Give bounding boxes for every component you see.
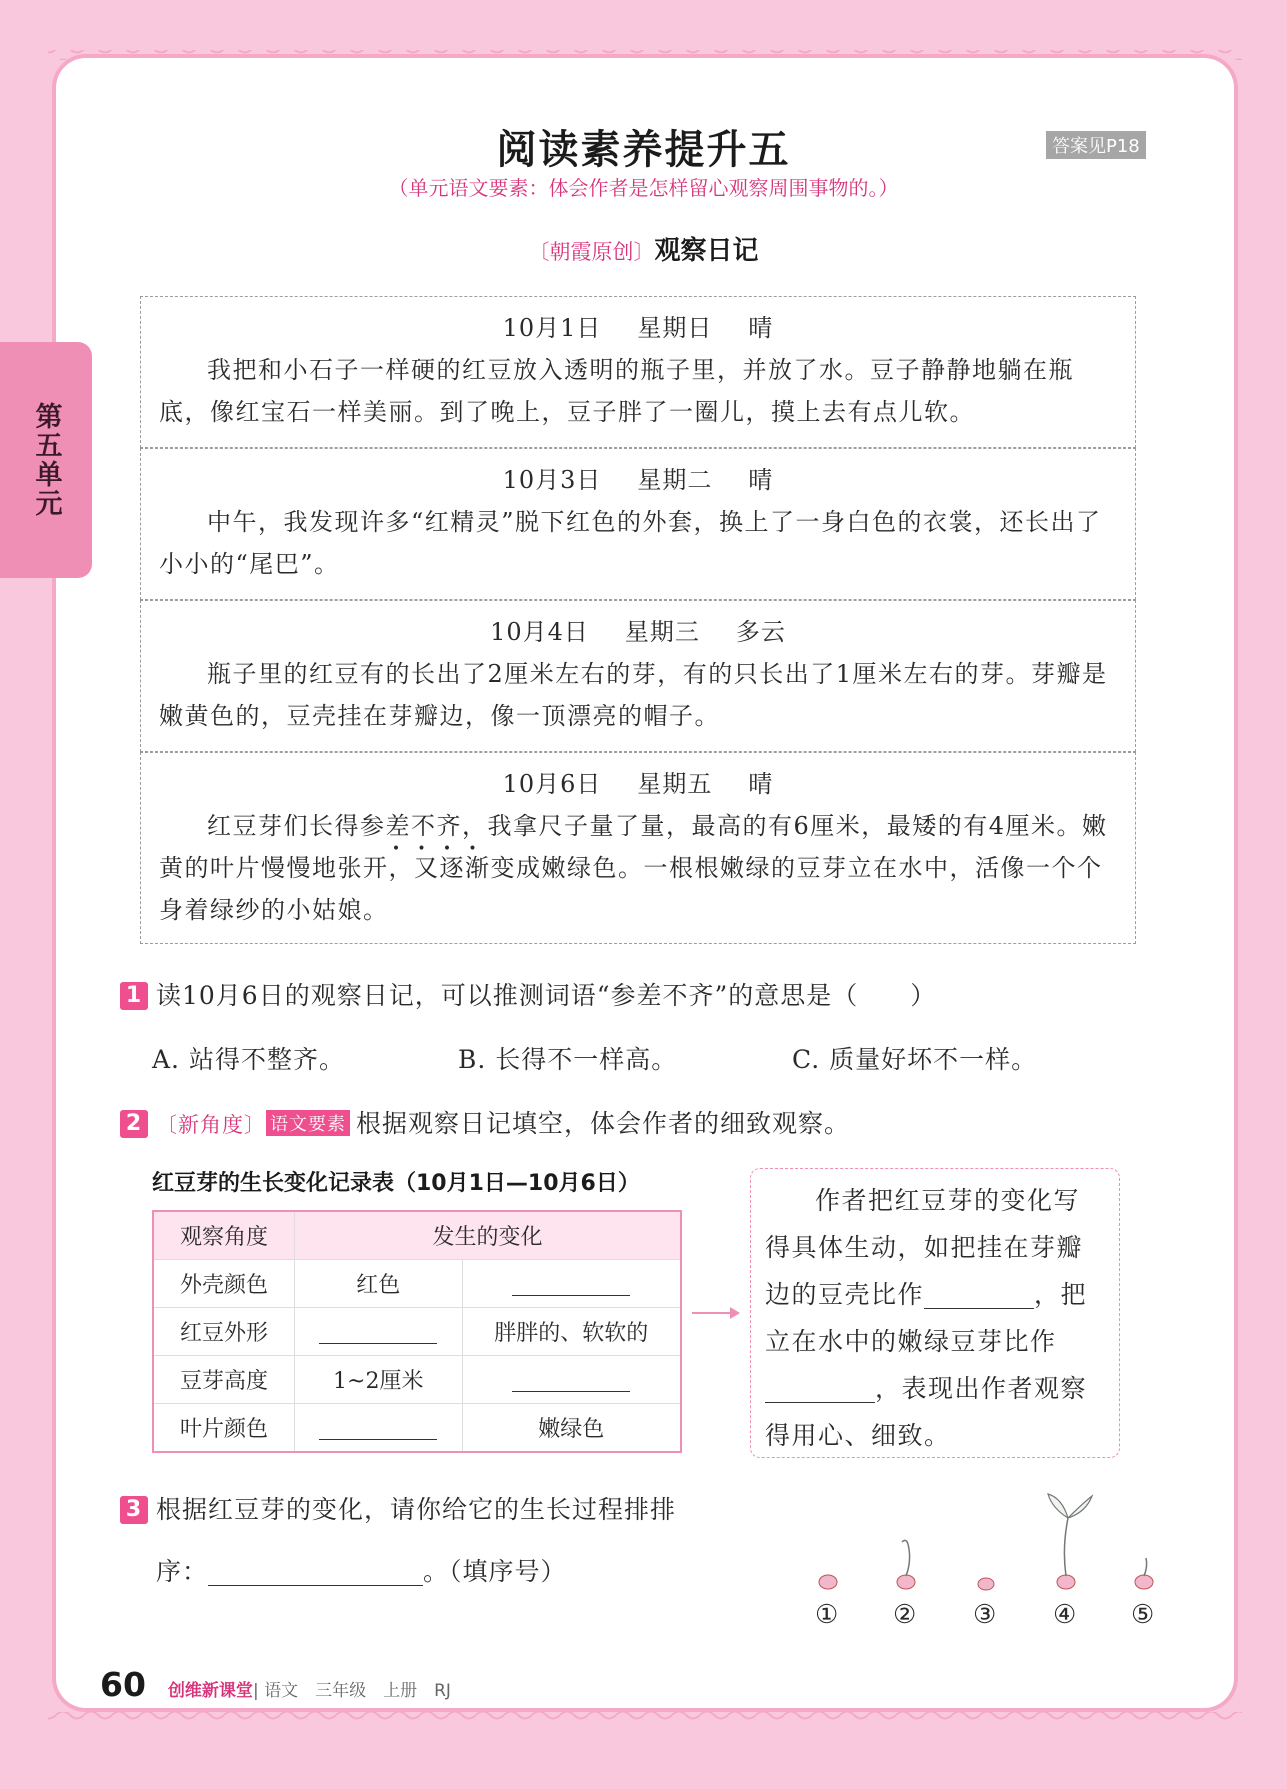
arrow-right-icon (690, 1303, 742, 1323)
question-number: 2 (120, 1110, 148, 1138)
option-a[interactable]: A. 站得不整齐。 (152, 1045, 345, 1074)
diary-entry (140, 752, 1136, 944)
entry-weather: 多云 (735, 618, 786, 646)
unit-side-tab (0, 342, 92, 578)
entry-date: 10月1日 (502, 314, 602, 342)
page-footer (100, 1665, 451, 1704)
entry-weekday: 星期日 (637, 314, 713, 342)
answer-blank[interactable] (765, 1374, 875, 1403)
entry-weekday: 星期二 (637, 466, 713, 494)
entry-date-line (159, 611, 1117, 653)
question-text: 根据观察日记填空，体会作者的细致观察。 (356, 1109, 851, 1138)
question-1 (120, 976, 936, 1012)
answer-blank[interactable] (208, 1557, 423, 1586)
question-text-part: 序： (156, 1557, 209, 1586)
emphasis-char: 不 (411, 812, 437, 840)
section-title-text: 观察日记 (654, 236, 759, 266)
emphasis-char: 差 (385, 812, 411, 840)
blank-cell[interactable] (295, 1308, 463, 1356)
section-source-tag: 〔朝霞原创〕 (528, 240, 655, 264)
small-sprout-icon (1135, 1558, 1153, 1589)
question-text: 根据红豆芽的变化，请你给它的生长过程排排 (156, 1495, 677, 1524)
sprout-stages-illustration (800, 1488, 1180, 1598)
sprouting-bean-icon (897, 1540, 915, 1589)
entry-date: 10月3日 (502, 466, 602, 494)
blank-cell[interactable] (462, 1356, 681, 1404)
answer-blank[interactable] (319, 1413, 437, 1440)
row-label: 红豆外形 (153, 1308, 295, 1356)
publisher-brand: 创维新课堂 (167, 1681, 253, 1701)
table-header: 观察角度 (153, 1211, 295, 1260)
entry-text-part: ，我拿尺子量了量，最高的有6厘米，最矮的有4厘米。嫩黄的叶片慢慢地张开，又逐渐变成嫩绿色。一根根嫩绿的豆芽立在水中，活像一个个身着绿纱的小姑娘。 (159, 812, 1108, 924)
emphasis-char: 参 (360, 812, 386, 840)
question-2 (120, 1104, 850, 1140)
new-angle-tag: 〔新角度〕 (156, 1113, 266, 1137)
question-3-answer-line (156, 1552, 567, 1588)
entry-weather: 晴 (748, 314, 774, 342)
unit-label: 第五单元 (30, 402, 62, 518)
note-text-part: ，把立在水中的嫩绿豆芽比作 (765, 1280, 1088, 1356)
emphasis-char: 齐 (436, 812, 462, 840)
table-row (153, 1260, 681, 1308)
table-caption: 红豆芽的生长变化记录表（10月1日—10月6日） (152, 1171, 640, 1196)
question-number: 1 (120, 982, 148, 1010)
entry-date: 10月4日 (490, 618, 589, 646)
language-element-badge: 语文要素 (266, 1110, 350, 1136)
swollen-bean-icon (978, 1578, 994, 1590)
entry-text: 中午，我发现许多“红精灵”脱下红色的外套，换上了一身白色的衣裳，还长出了小小的“尾巴”。 (159, 508, 1102, 578)
blank-cell[interactable] (295, 1404, 463, 1453)
option-b[interactable]: B. 长得不一样高。 (458, 1045, 678, 1074)
answer-blank[interactable] (512, 1269, 630, 1296)
table-cell: 红色 (295, 1260, 463, 1308)
row-label: 豆芽高度 (153, 1356, 295, 1404)
entry-text: 我把和小石子一样硬的红豆放入透明的瓶子里，并放了水。豆子静静地躺在瓶底，像红宝石一样美丽。到了晚上，豆子胖了一圈儿，摸上去有点儿软。 (159, 356, 1074, 426)
page-number: 60 (100, 1665, 146, 1704)
entry-weather: 晴 (748, 770, 774, 798)
question-text-part: 。（填序号） (423, 1557, 567, 1586)
entry-date-line (159, 307, 1117, 349)
diary-entry (140, 448, 1136, 600)
note-text-part: 作者把红豆芽的变化写得具体生动，如把挂在芽瓣边的豆壳比作 (765, 1186, 1084, 1309)
note-text-part: ，表现出作者观察得用心、细致。 (765, 1374, 1088, 1450)
table-header-row (153, 1211, 681, 1260)
table-cell: 1~2厘米 (295, 1356, 463, 1404)
answer-blank[interactable] (512, 1365, 630, 1392)
table-cell: 嫩绿色 (462, 1404, 681, 1453)
stage-label: ⑤ (1131, 1600, 1155, 1630)
answer-reference: 答案见P18 (1046, 131, 1146, 159)
table-row (153, 1308, 681, 1356)
table-cell: 胖胖的、软软的 (462, 1308, 681, 1356)
entry-weekday: 星期五 (637, 770, 713, 798)
question-number: 3 (120, 1496, 148, 1524)
question-3 (120, 1490, 676, 1526)
entry-weather: 晴 (748, 466, 774, 494)
diary-entry (140, 600, 1136, 752)
analysis-note-box (750, 1168, 1120, 1458)
entry-weekday: 星期三 (624, 618, 700, 646)
page-title: 阅读素养提升五 (496, 127, 791, 173)
answer-blank[interactable] (319, 1317, 437, 1344)
stage-label: ③ (973, 1600, 997, 1630)
row-label: 叶片颜色 (153, 1404, 295, 1453)
answer-blank[interactable] (924, 1280, 1034, 1309)
stage-label: ④ (1053, 1600, 1077, 1630)
unit-objective: （单元语文要素：体会作者是怎样留心观察周围事物的。） (388, 176, 899, 200)
entry-text (159, 805, 1117, 931)
option-c[interactable]: C. 质量好坏不一样。 (792, 1045, 1038, 1074)
table-header: 发生的变化 (295, 1211, 682, 1260)
table-row (153, 1356, 681, 1404)
book-meta: | 语文 三年级 上册 RJ (252, 1681, 451, 1701)
diary-entry (140, 296, 1136, 448)
stage-label: ① (815, 1600, 839, 1630)
entry-date: 10月6日 (502, 770, 602, 798)
entry-text-part: 红豆芽们长得 (207, 812, 360, 840)
section-title (0, 230, 1287, 267)
row-label: 外壳颜色 (153, 1260, 295, 1308)
tall-sprout-icon (1048, 1494, 1092, 1589)
blank-cell[interactable] (462, 1260, 681, 1308)
growth-record-table (152, 1210, 682, 1453)
table-row (153, 1404, 681, 1453)
question-text: 读10月6日的观察日记，可以推测词语“参差不齐”的意思是（ ） (156, 981, 937, 1010)
note-text (765, 1177, 1105, 1459)
entry-text: 瓶子里的红豆有的长出了2厘米左右的芽，有的只长出了1厘米左右的芽。芽瓣是嫩黄色的，豆壳挂在芽瓣边，像一顶漂亮的帽子。 (159, 660, 1108, 730)
entry-date-line (159, 459, 1117, 501)
stage-label: ② (893, 1600, 917, 1630)
bean-icon (819, 1575, 837, 1589)
entry-date-line (159, 763, 1117, 805)
